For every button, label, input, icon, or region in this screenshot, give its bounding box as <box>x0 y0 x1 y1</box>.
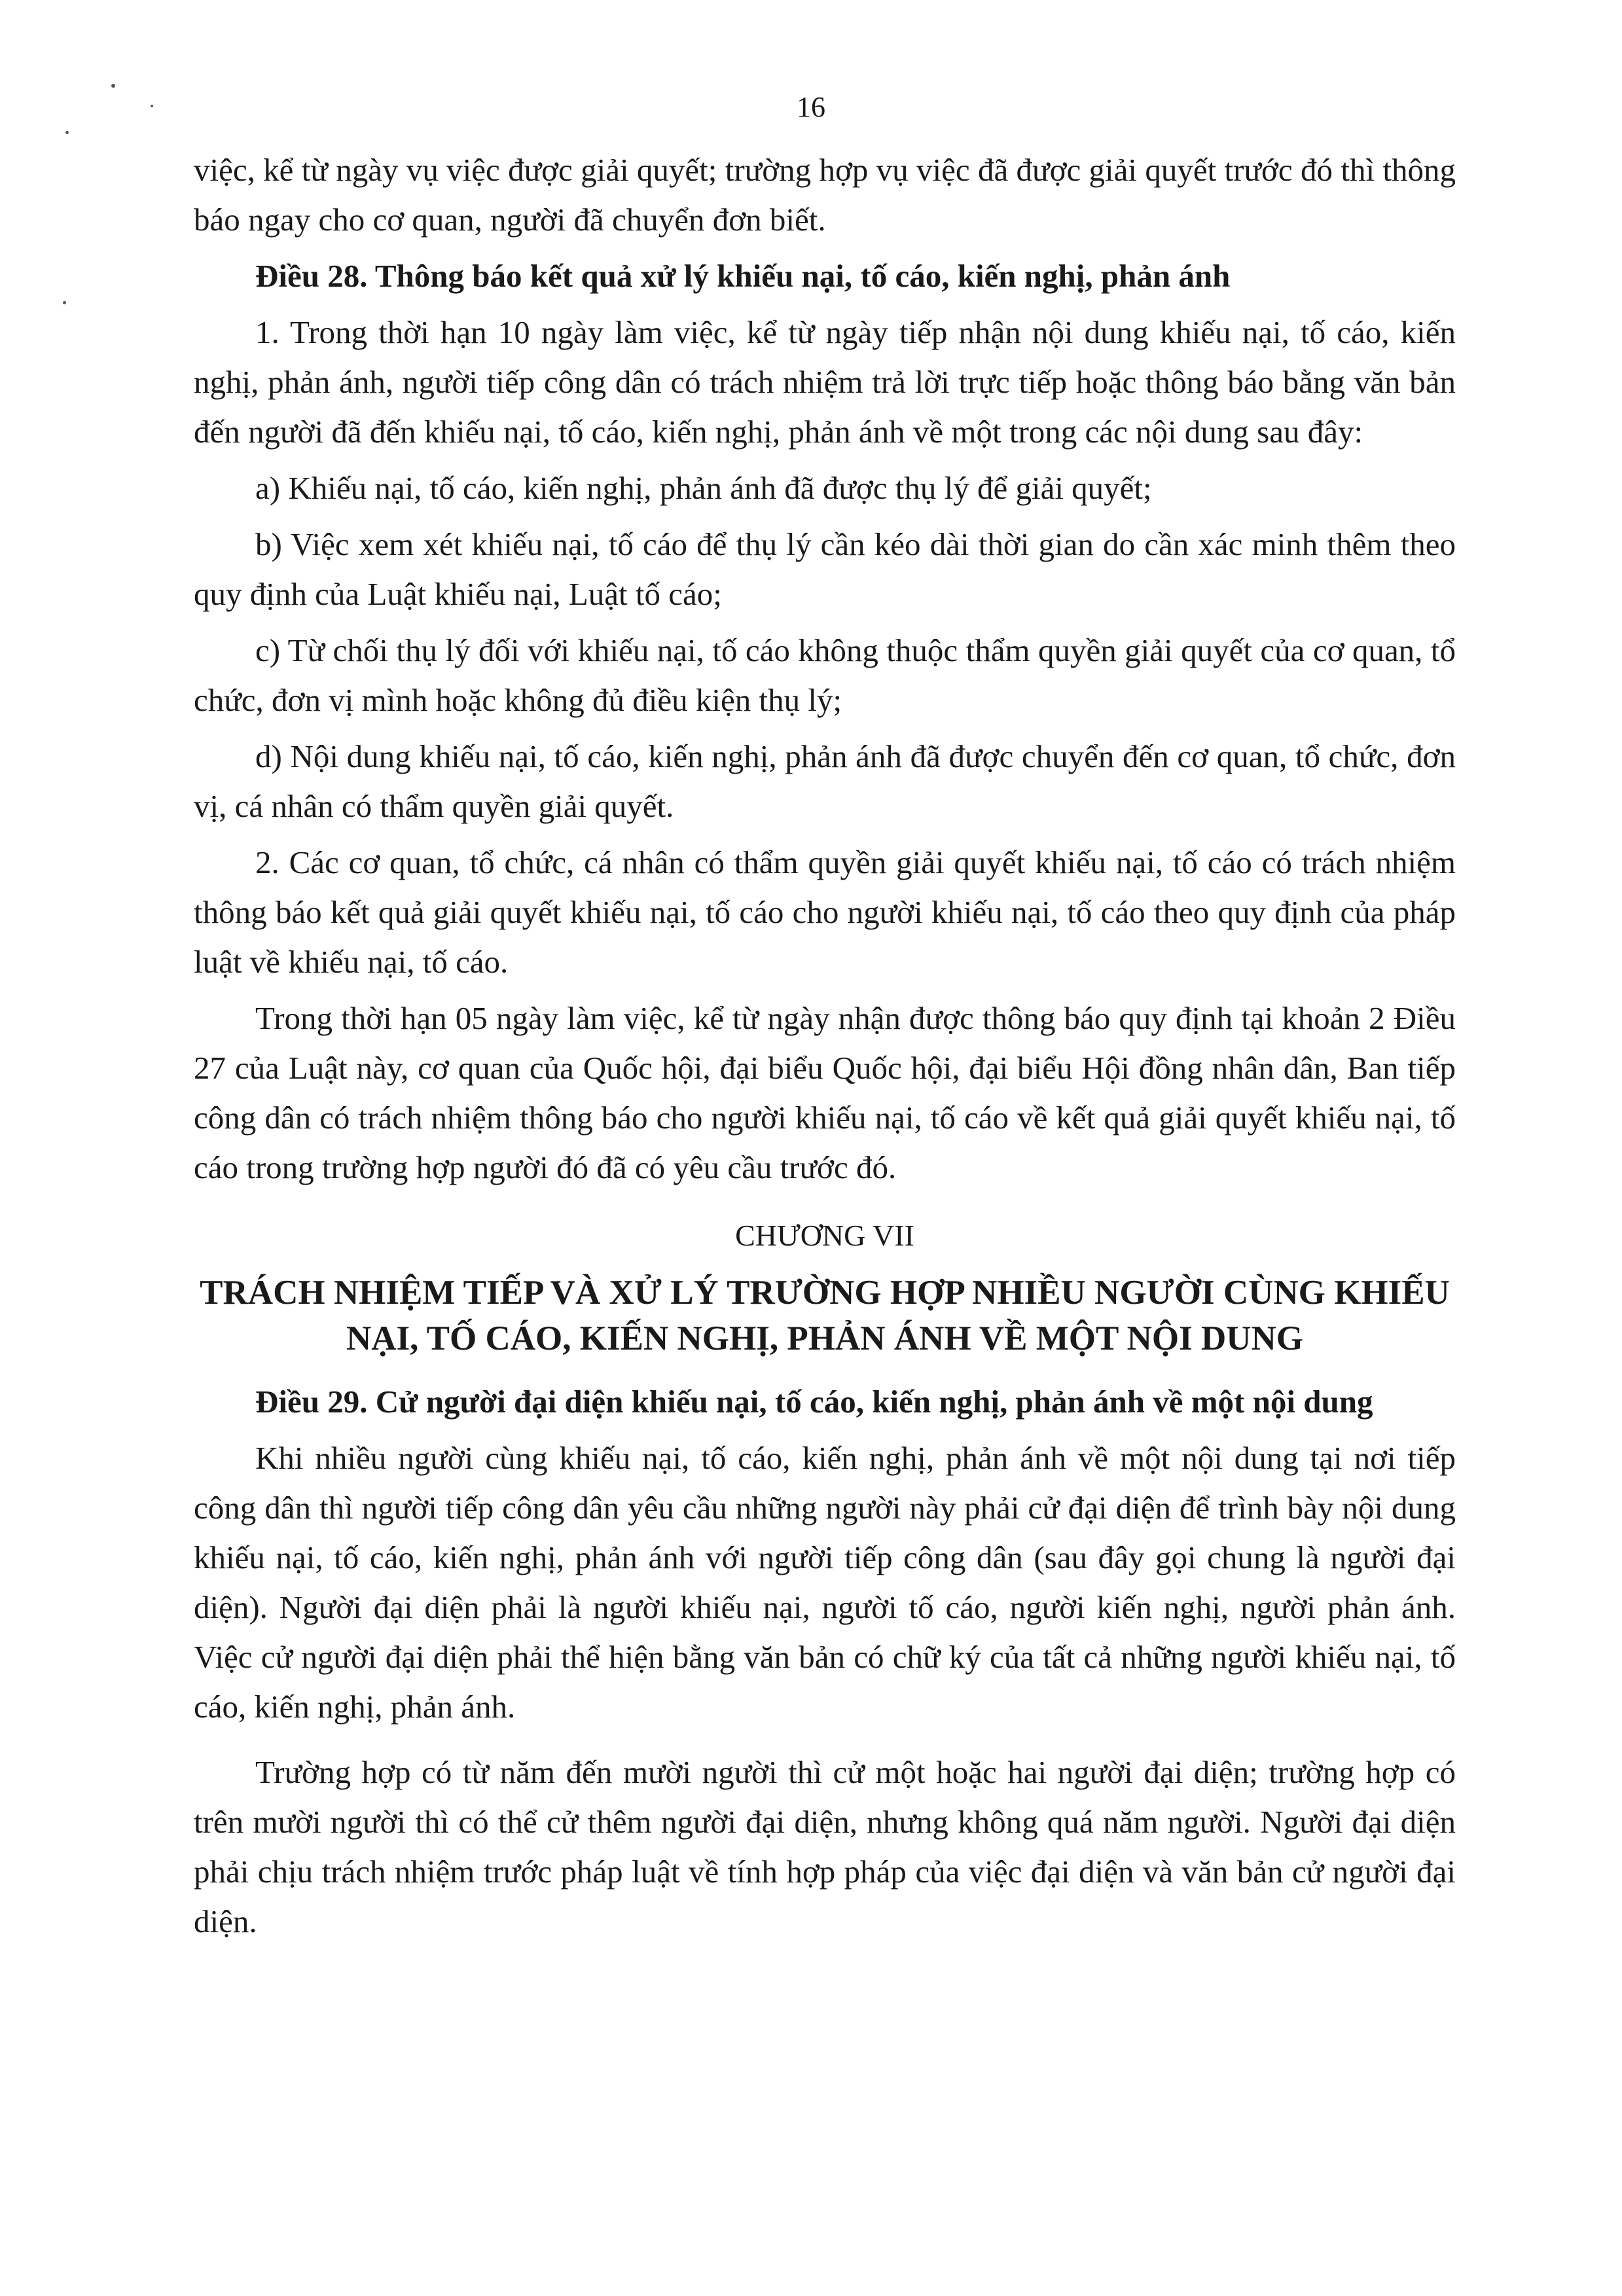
article-28-point-a: a) Khiếu nại, tố cáo, kiến nghị, phản ánh đã được thụ lý để giải quyết; <box>255 470 1152 506</box>
article-28-clause-2: 2. Các cơ quan, tổ chức, cá nhân có thẩm quyền giải quyết khiếu nại, tố cáo có trách nhiệm thông báo kết quả giải quyết khiếu nại, tố cáo cho người khiếu nại, tố cáo theo quy định của pháp luật về khiếu nại, tố cáo. <box>194 844 1456 980</box>
article-29-paragraph-2: Trường hợp có từ năm đến mười người thì cử một hoặc hai người đại diện; trường hợp có trên mười người thì có thể cử thêm người đại diện, nhưng không quá năm người. Người đại diện phải chịu trách nhiệm trước pháp luật về tính hợp pháp của việc đại diện và văn bản cử người đại diện. <box>194 1754 1456 1939</box>
article-28-point-b: b) Việc xem xét khiếu nại, tố cáo để thụ lý cần kéo dài thời gian do cần xác minh thêm theo quy định của Luật khiếu nại, Luật tố cáo; <box>194 526 1456 612</box>
article-29-paragraph-1: Khi nhiều người cùng khiếu nại, tố cáo, kiến nghị, phản ánh về một nội dung tại nơi tiếp công dân thì người tiếp công dân yêu cầu những người này phải cử đại diện để trình bày nội dung khiếu nại, tố cáo, kiến nghị, phản ánh với người tiếp công dân (sau đây gọi chung là người đại diện). Người đại diện phải là người khiếu nại, người tố cáo, người kiến nghị, người phản ánh. Việc cử người đại diện phải thể hiện bằng văn bản có chữ ký của tất cả những người khiếu nại, tố cáo, kiến nghị, phản ánh. <box>194 1440 1456 1725</box>
article-28-point-c: c) Từ chối thụ lý đối với khiếu nại, tố cáo không thuộc thẩm quyền giải quyết của cơ quan, tổ chức, đơn vị mình hoặc không đủ điều kiện thụ lý; <box>194 632 1456 718</box>
chapter-label: CHƯƠNG VII <box>735 1219 914 1252</box>
page-number: 16 <box>797 91 825 123</box>
article-28-point-d: d) Nội dung khiếu nại, tố cáo, kiến nghị, phản ánh đã được chuyển đến cơ quan, tổ chức, đơn vị, cá nhân có thẩm quyền giải quyết. <box>194 738 1456 824</box>
chapter-title: TRÁCH NHIỆM TIẾP VÀ XỬ LÝ TRƯỜNG HỢP NHIỀU NGƯỜI CÙNG KHIẾU NẠI, TỐ CÁO, KIẾN NGHỊ, PHẢN ÁNH VỀ MỘT NỘI DUNG <box>200 1274 1450 1357</box>
article-28-clause-2-continuation: Trong thời hạn 05 ngày làm việc, kể từ ngày nhận được thông báo quy định tại khoản 2 Điều 27 của Luật này, cơ quan của Quốc hội, đại biểu Quốc hội, đại biểu Hội đồng nhân dân, Ban tiếp công dân có trách nhiệm thông báo cho người khiếu nại, tố cáo về kết quả giải quyết khiếu nại, tố cáo trong trường hợp người đó đã có yêu cầu trước đó. <box>194 1000 1456 1185</box>
article-28-title: Điều 28. Thông báo kết quả xử lý khiếu nại, tố cáo, kiến nghị, phản ánh <box>255 258 1231 294</box>
paragraph-continuation: việc, kể từ ngày vụ việc được giải quyết; trường hợp vụ việc đã được giải quyết trước đó thì thông báo ngay cho cơ quan, người đã chuyển đơn biết. <box>194 152 1456 238</box>
article-28-clause-1: 1. Trong thời hạn 10 ngày làm việc, kể từ ngày tiếp nhận nội dung khiếu nại, tố cáo, kiến nghị, phản ánh, người tiếp công dân có trách nhiệm trả lời trực tiếp hoặc thông báo bằng văn bản đến người đã đến khiếu nại, tố cáo, kiến nghị, phản ánh về một trong các nội dung sau đây: <box>194 314 1456 450</box>
article-29-title: Điều 29. Cử người đại diện khiếu nại, tố cáo, kiến nghị, phản ánh về một nội dung <box>255 1384 1373 1420</box>
document-body <box>194 145 1456 1946</box>
scan-speck <box>63 301 66 304</box>
scan-speck <box>65 131 69 134</box>
scan-speck <box>111 84 115 88</box>
